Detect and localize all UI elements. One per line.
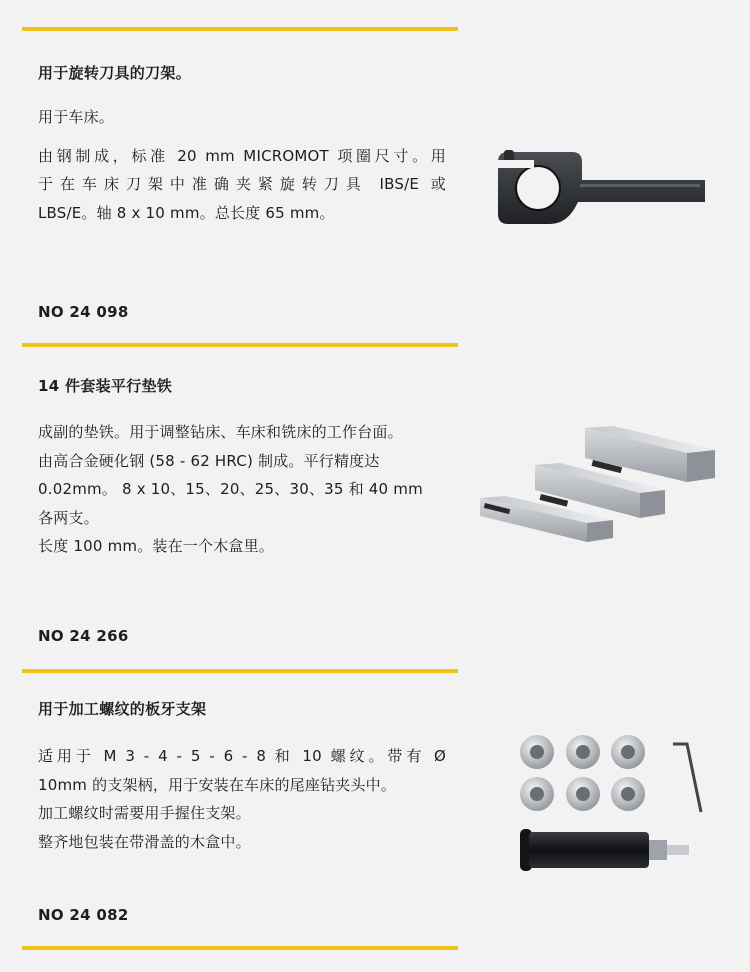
parallel-blocks-icon	[475, 420, 725, 545]
product-description	[38, 742, 446, 866]
product-description	[38, 418, 446, 571]
product-title: 用于加工螺纹的板牙支架	[38, 700, 207, 718]
tool-holder-icon	[490, 140, 710, 230]
desc-line: 长度 100 mm。装在一个木盒里。	[38, 537, 274, 555]
die-holder-set-icon	[515, 732, 715, 882]
desc-line: 于在车床刀架中准确夹紧旋转刀具 IBS/E 或	[38, 175, 446, 193]
die-icon	[520, 735, 645, 811]
desc-line: 适用于 M 3 - 4 - 5 - 6 - 8 和 10 螺纹。带有 Ø	[38, 747, 446, 765]
desc-line: 加工螺纹时需要用手握住支架。	[38, 804, 251, 822]
desc-line: 0.02mm。 8 x 10、15、20、25、30、35 和 40 mm	[38, 480, 423, 498]
section-divider	[22, 669, 458, 673]
product-code: NO 24 082	[38, 906, 129, 924]
desc-line: 各两支。	[38, 508, 99, 527]
product-code: NO 24 098	[38, 303, 129, 321]
product-title: 14 件套装平行垫铁	[38, 377, 173, 395]
hex-key-icon	[673, 744, 701, 812]
section-divider	[22, 27, 458, 31]
product-description	[38, 103, 446, 237]
desc-line: 整齐地包装在带滑盖的木盒中。	[38, 832, 251, 851]
desc-line: 10mm 的支架柄，用于安装在车床的尾座钻夹头中。	[38, 775, 397, 794]
desc-line: 成副的垫铁。用于调整钻床、车床和铣床的工作台面。	[38, 423, 403, 441]
desc-line: LBS/E。轴 8 x 10 mm。总长度 65 mm。	[38, 203, 335, 222]
section-divider	[22, 343, 458, 347]
product-title: 用于旋转刀具的刀架。	[38, 64, 192, 82]
section-divider	[22, 946, 458, 950]
desc-line: 用于车床。	[38, 108, 115, 126]
desc-line: 由高合金硬化钢 (58 - 62 HRC) 制成。平行精度达	[38, 451, 380, 470]
desc-line: 由钢制成，标准 20 mm MICROMOT 项圈尺寸。用	[38, 146, 446, 165]
product-code: NO 24 266	[38, 627, 129, 645]
